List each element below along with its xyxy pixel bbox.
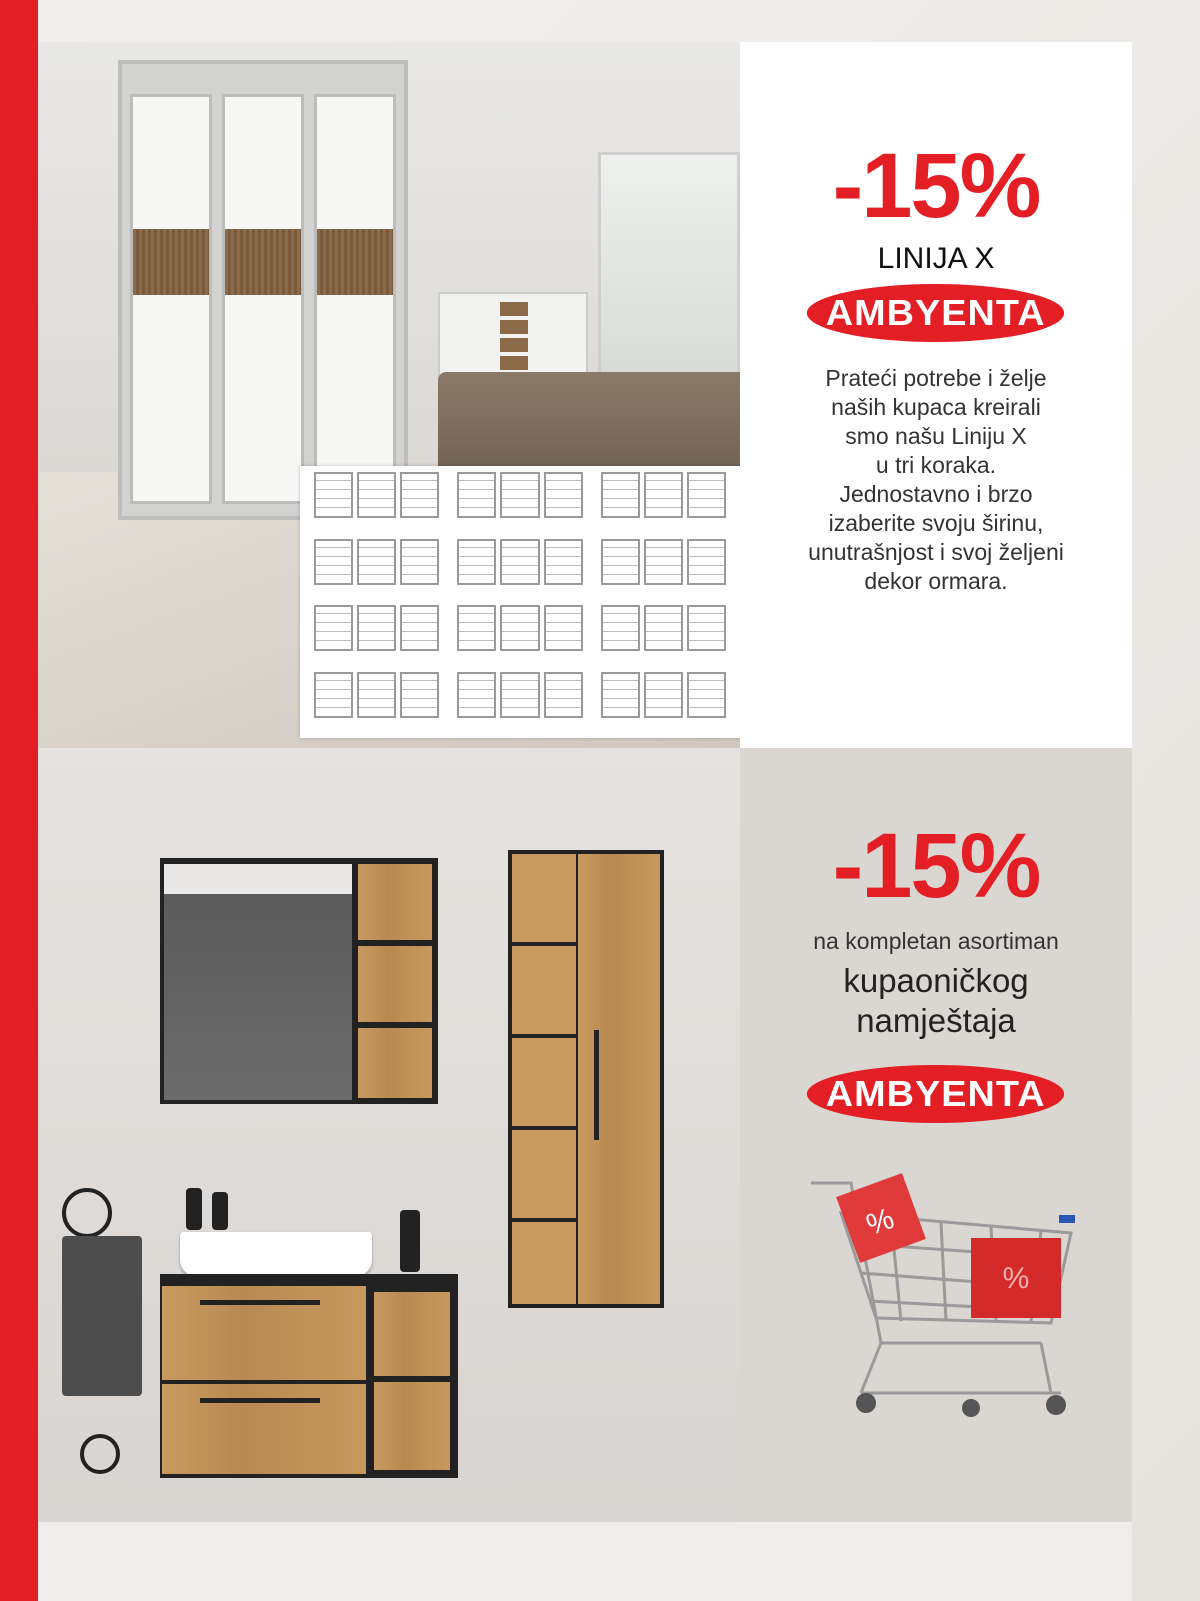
brand-side-bar — [0, 0, 38, 1601]
discount-label: -15% — [832, 135, 1040, 237]
wardrobe-layout-diagram — [601, 605, 726, 666]
window — [598, 152, 740, 382]
soap-dispenser — [212, 1192, 228, 1230]
wardrobe-layout-diagram — [314, 672, 439, 733]
product-line-title: LINIJA X — [877, 242, 995, 275]
offer-description — [740, 364, 1132, 596]
sliding-wardrobe — [118, 60, 408, 520]
ambyenta-logo: AMBYENTA — [807, 1065, 1065, 1123]
wardrobe-layout-diagram — [457, 539, 582, 600]
tall-cabinet — [508, 850, 664, 1308]
description-line: dekor ormara. — [864, 568, 1008, 594]
offer-subtitle: na kompletan asortiman — [813, 928, 1059, 954]
dresser — [438, 292, 588, 382]
towel-ring — [62, 1188, 112, 1238]
description-line: unutrašnjost i svoj željeni — [808, 539, 1064, 565]
description-line: u tri koraka. — [875, 452, 997, 478]
category-line: kupaoničkog — [843, 962, 1029, 999]
page-bottom-margin — [38, 1522, 1132, 1601]
soap-dispenser — [186, 1188, 202, 1230]
wardrobe-layout-diagram — [314, 605, 439, 666]
description-line: Jednostavno i brzo — [839, 481, 1033, 507]
soap-dispenser — [400, 1210, 420, 1272]
wardrobe-photo — [38, 42, 740, 748]
description-line: Prateći potrebe i želje — [825, 365, 1047, 391]
description-line: smo našu Liniju X — [845, 423, 1027, 449]
wardrobe-configurations — [300, 466, 740, 738]
discount-label: -15% — [832, 815, 1040, 917]
wardrobe-layout-diagram — [601, 539, 726, 600]
wardrobe-layout-diagram — [314, 539, 439, 600]
bathroom-furniture-photo — [38, 748, 740, 1522]
linija-x-offer — [740, 42, 1132, 748]
shopping-cart-icon — [791, 1143, 1081, 1433]
wardrobe-layout-diagram — [314, 472, 439, 533]
bathroom-offer — [740, 748, 1132, 1522]
wardrobe-layout-diagram — [457, 672, 582, 733]
description-line: naših kupaca kreirali — [831, 394, 1041, 420]
svg-text:%: % — [862, 1201, 899, 1243]
wardrobe-layout-diagram — [601, 672, 726, 733]
ambyenta-logo: AMBYENTA — [807, 284, 1065, 342]
vanity-unit — [160, 1274, 458, 1478]
category-line: namještaja — [856, 1002, 1016, 1039]
wardrobe-layout-diagram — [457, 605, 582, 666]
description-line: izaberite svoju širinu, — [828, 510, 1044, 536]
sink — [180, 1232, 372, 1276]
towel-ring — [80, 1434, 120, 1474]
wardrobe-layout-diagram — [457, 472, 582, 533]
towel — [62, 1236, 142, 1396]
wardrobe-layout-diagram — [601, 472, 726, 533]
mirror-cabinet — [160, 858, 438, 1104]
svg-text:%: % — [1002, 1262, 1030, 1295]
